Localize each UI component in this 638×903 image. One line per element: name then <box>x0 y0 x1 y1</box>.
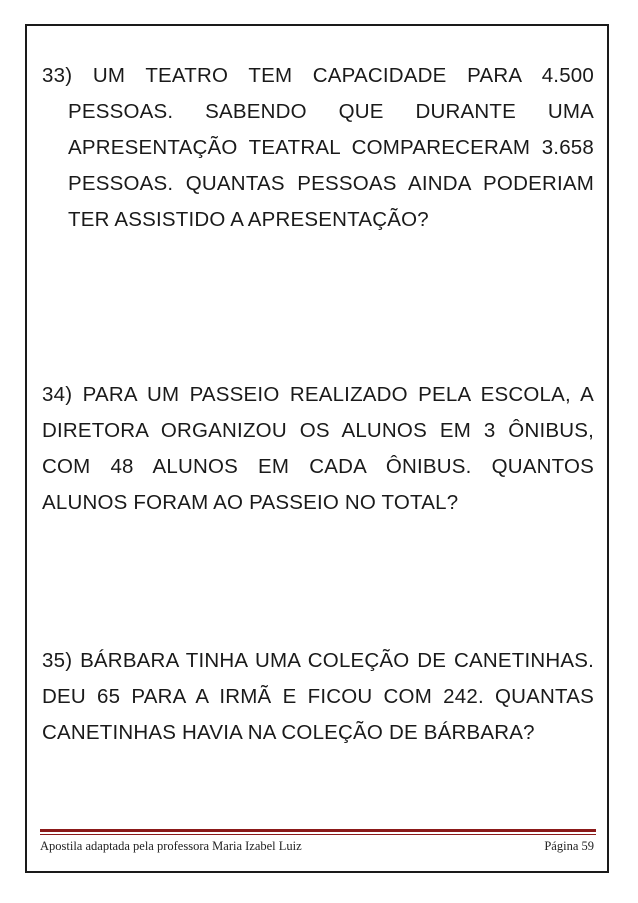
question-text: UM TEATRO TEM CAPACIDADE PARA 4.500 PESSOAS. SABENDO QUE DURANTE UMA APRESENTAÇÃO TEATRAL COMPARECERAM 3.658 PESSOAS. QUANTAS PESSOAS AINDA PODERIAM TER ASSISTIDO A APRESENTAÇÃO? <box>68 64 594 231</box>
question-text: PARA UM PASSEIO REALIZADO PELA ESCOLA, A DIRETORA ORGANIZOU OS ALUNOS EM 3 ÔNIBUS, COM 48 ALUNOS EM CADA ÔNIBUS. QUANTOS ALUNOS FORAM AO PASSEIO NO TOTAL? <box>42 383 594 514</box>
question-text: BÁRBARA TINHA UMA COLEÇÃO DE CANETINHAS. DEU 65 PARA A IRMÃ E FICOU COM 242. QUANTAS CANETINHAS HAVIA NA COLEÇÃO DE BÁRBARA? <box>42 649 594 744</box>
question-number: 34) <box>42 383 73 406</box>
question-number: 33) <box>42 64 73 87</box>
footer-rule <box>40 829 596 832</box>
footer-credit: Apostila adaptada pela professora Maria Izabel Luiz <box>40 839 302 853</box>
question-number: 35) <box>42 649 73 672</box>
page-number: Página 59 <box>544 839 594 853</box>
question-34 <box>42 377 594 521</box>
question-33 <box>42 58 594 238</box>
question-35 <box>42 643 594 751</box>
footer-rule-thin <box>40 834 596 835</box>
